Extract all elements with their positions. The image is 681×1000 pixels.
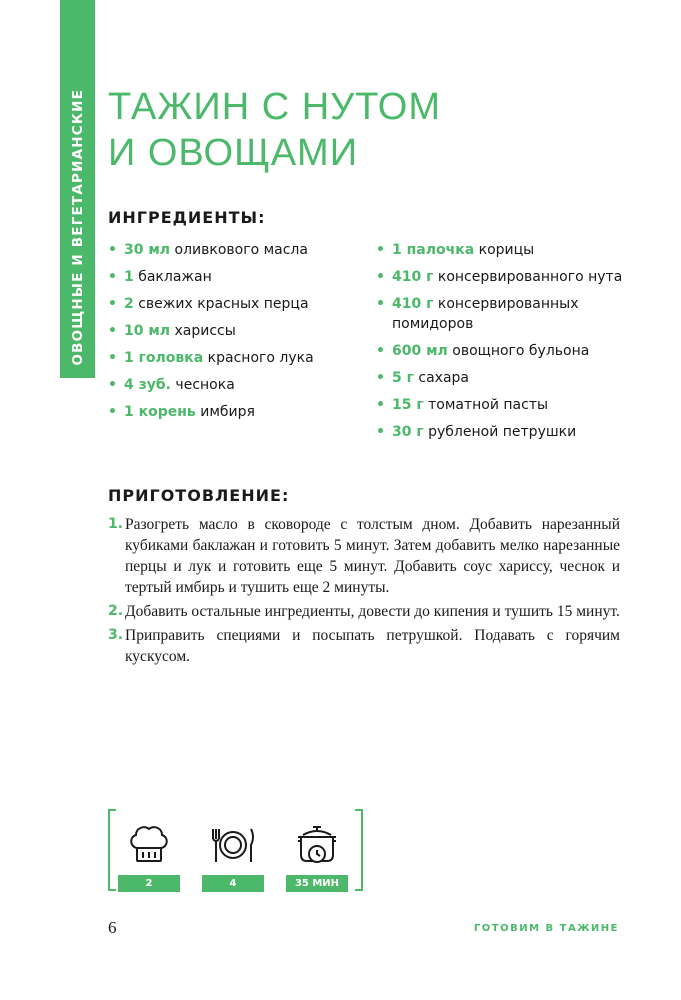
ingredient-item: • 600 мл овощного бульона <box>376 341 626 361</box>
chef-hat-icon <box>118 821 180 869</box>
ingredient-item: • 1 баклажан <box>108 267 353 287</box>
ingredient-item: • 1 головка красного лука <box>108 348 353 368</box>
ingredient-item: • 15 г томатной пасты <box>376 395 626 415</box>
page-number: 6 <box>108 918 117 937</box>
difficulty-info <box>118 821 180 892</box>
recipe-title-line-1: ТАЖИН С НУТОМ <box>108 86 441 128</box>
ingredient-item: • 410 г консервированного нута <box>376 267 626 287</box>
ingredient-item: • 30 мл оливкового масла <box>108 240 353 260</box>
ingredient-item: • 5 г сахара <box>376 368 626 388</box>
servings-info <box>202 821 264 892</box>
preparation-steps <box>108 514 620 670</box>
pot-clock-icon <box>286 821 348 869</box>
time-value: 35 МИН <box>286 875 348 892</box>
ingredients-list-right <box>376 240 626 449</box>
ingredient-item: • 1 палочка корицы <box>376 240 626 260</box>
ingredient-item: • 4 зуб. чеснока <box>108 375 353 395</box>
step-item: 1. Разогреть масло в сковороде с толстым дном. Добавить нарезанный кубиками баклажан и готовить 5 минут. Затем добавить мелко нарезанные перцы и лук и готовить еще 5 минут. Добавить соус хариссу, чеснок и тертый имбирь и тушить еще 2 минуты. <box>108 516 620 596</box>
section-tab <box>60 0 95 378</box>
ingredient-item: • 30 г рубленой петрушки <box>376 422 626 442</box>
step-item: 3. Приправить специями и посыпать петрушкой. Подавать с горячим кускусом. <box>108 627 620 665</box>
preparation-heading: ПРИГОТОВЛЕНИЕ: <box>108 486 290 505</box>
difficulty-value: 2 <box>118 875 180 892</box>
ingredient-item: • 410 г консервированных помидоров <box>376 294 592 334</box>
ingredient-item: • 1 корень имбиря <box>108 402 353 422</box>
recipe-title-line-2: И ОВОЩАМИ <box>108 132 359 174</box>
ingredient-item: • 2 свежих красных перца <box>108 294 353 314</box>
ingredients-heading: ИНГРЕДИЕНТЫ: <box>108 208 266 227</box>
step-item: 2. Добавить остальные ингредиенты, довести до кипения и тушить 15 минут. <box>108 603 620 620</box>
recipe-title <box>108 84 628 176</box>
running-title: ГОТОВИМ В ТАЖИНЕ <box>473 923 619 934</box>
section-tab-label: ОВОЩНЫЕ И ВЕГЕТАРИАНСКИЕ <box>69 89 86 366</box>
plate-cutlery-icon <box>202 821 264 869</box>
ingredients-list-left <box>108 240 353 429</box>
time-info <box>286 821 348 892</box>
recipe-info-box <box>108 809 363 891</box>
ingredient-item: • 10 мл хариссы <box>108 321 353 341</box>
servings-value: 4 <box>202 875 264 892</box>
